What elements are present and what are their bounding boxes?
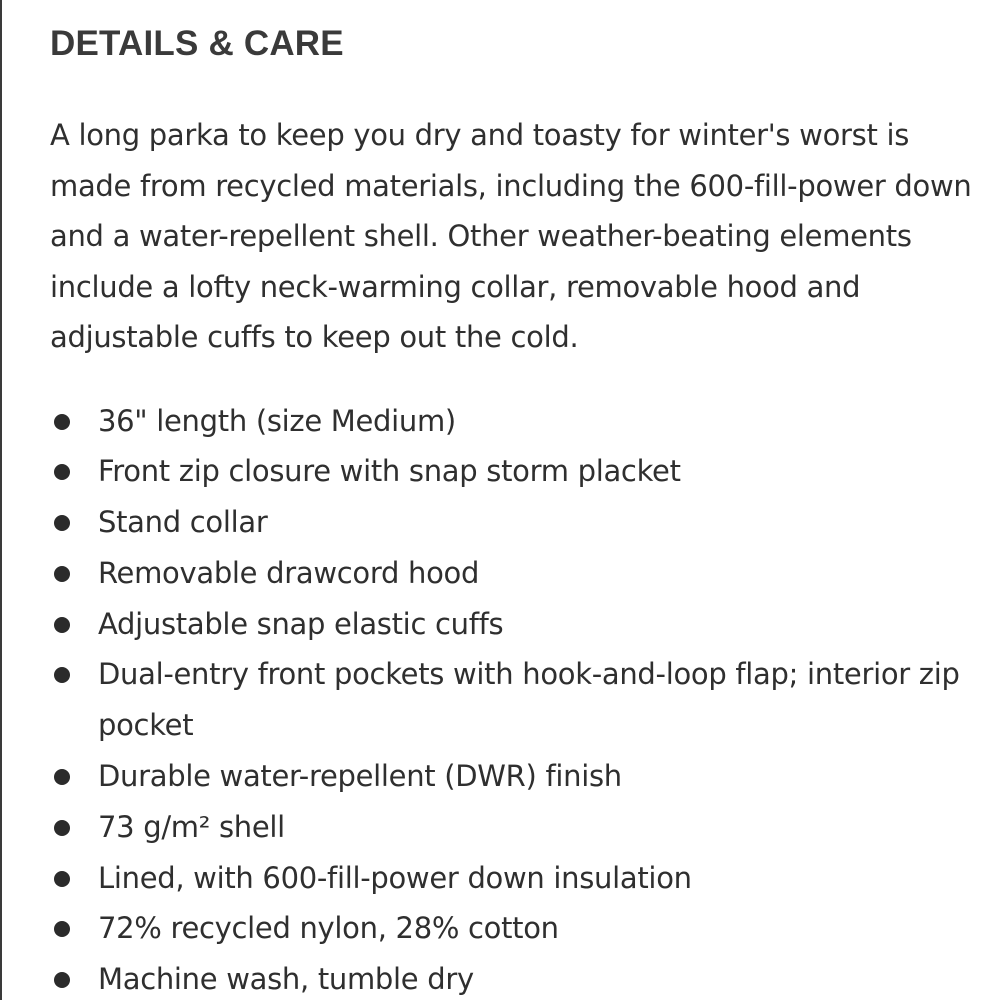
details-care-section [50, 22, 980, 1000]
feature-item [50, 599, 980, 650]
left-divider [0, 0, 2, 1000]
feature-text: Removable drawcord hood [98, 555, 480, 590]
feature-item [50, 649, 980, 751]
feature-text: Dual-entry front pockets with hook-and-loop flap; interior zip pocket [98, 657, 960, 743]
feature-item [50, 802, 980, 853]
feature-text: 36" length (size Medium) [98, 403, 456, 438]
bullet-dot-icon [54, 414, 70, 430]
feature-item [50, 751, 980, 802]
feature-text: Front zip closure with snap storm placket [98, 454, 681, 489]
feature-text: Stand collar [98, 505, 268, 540]
feature-item [50, 903, 980, 954]
feature-list [50, 396, 980, 1000]
bullet-dot-icon [54, 566, 70, 582]
bullet-dot-icon [54, 871, 70, 887]
bullet-dot-icon [54, 769, 70, 785]
bullet-dot-icon [54, 464, 70, 480]
feature-item [50, 853, 980, 904]
feature-item [50, 396, 980, 447]
bullet-dot-icon [54, 617, 70, 633]
feature-text: Lined, with 600-fill-power down insulation [98, 860, 692, 895]
feature-item [50, 446, 980, 497]
feature-text: 72% recycled nylon, 28% cotton [98, 911, 559, 946]
bullet-dot-icon [54, 820, 70, 836]
feature-text: 73 g/m² shell [98, 809, 285, 844]
feature-item [50, 548, 980, 599]
feature-text: Durable water-repellent (DWR) finish [98, 759, 622, 794]
bullet-dot-icon [54, 972, 70, 988]
section-heading: DETAILS & CARE [50, 24, 344, 63]
bullet-dot-icon [54, 515, 70, 531]
product-description: A long parka to keep you dry and toasty for winter's worst is made from recycled materials, including the 600-fill-power down and a water-repellent shell. Other weather-beating elements include a lofty neck-warming collar, removable hood and adjustable cuffs to keep out the cold. [50, 118, 972, 354]
feature-item [50, 954, 980, 1000]
bullet-dot-icon [54, 667, 70, 683]
feature-text: Machine wash, tumble dry [98, 962, 474, 997]
bullet-dot-icon [54, 921, 70, 937]
feature-item [50, 497, 980, 548]
feature-text: Adjustable snap elastic cuffs [98, 606, 504, 641]
